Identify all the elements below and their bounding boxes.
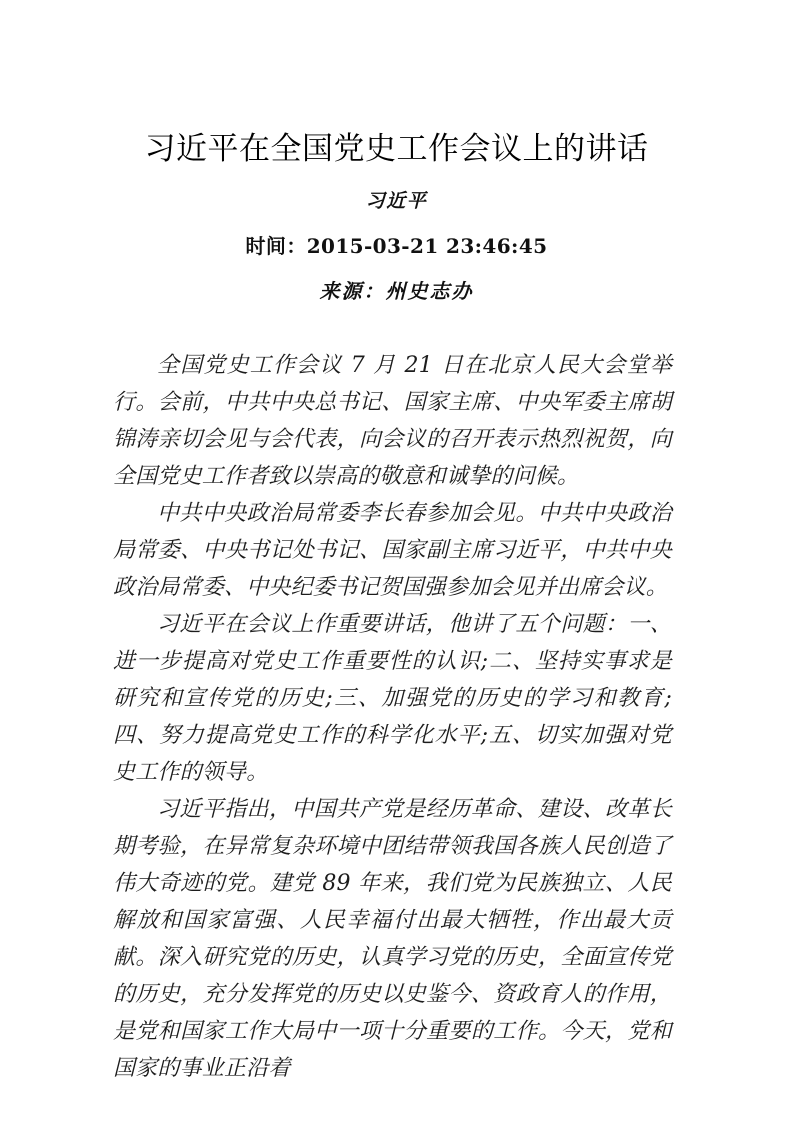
- page-title: 习近平在全国党史工作会议上的讲话: [144, 131, 649, 167]
- document-header: [0, 0, 793, 305]
- body-paragraph: 习近平指出，中国共产党是经历革命、建设、改革长期考验，在异常复杂环境中团结带领我国各族人民创造了伟大奇迹的党。建党 89 年来，我们党为民族独立、人民解放和国家富强、人民幸福付出最大牺牲，作出最大贡献。深入研究党的历史，认真学习党的历史，全面宣传党的历史，充分发挥党的历史以史鉴今、资政育人的作用，是党和国家工作大局中一项十分重要的工作。今天，党和国家的事业正沿着: [113, 797, 672, 1081]
- body-paragraph: 中共中央政治局常委李长春参加会见。中共中央政治局常委、中央书记处书记、国家副主席习近平，中共中央政治局常委、中央纪委书记贺国强参加会见并出席会议。: [113, 501, 672, 600]
- document-body: [0, 305, 793, 1087]
- author-byline: 习近平: [365, 190, 428, 212]
- publish-time: 时间：2015-03-21 23:46:45: [245, 234, 548, 258]
- body-paragraph: 全国党史工作会议 7 月 21 日在北京人民大会堂举行。会前，中共中央总书记、国家主席、中央军委主席胡锦涛亲切会见与会代表，向会议的召开表示热烈祝贺，向全国党史工作者致以崇高的敬意和诚挚的问候。: [113, 353, 672, 489]
- body-paragraph: 习近平在会议上作重要讲话，他讲了五个问题：一、进一步提高对党史工作重要性的认识;二、坚持实事求是研究和宣传党的历史;三、加强党的历史的学习和教育;四、努力提高党史工作的科学化水平;五、切实加强对党史工作的领导。: [113, 612, 672, 785]
- source-line: 来源：州史志办: [319, 279, 474, 303]
